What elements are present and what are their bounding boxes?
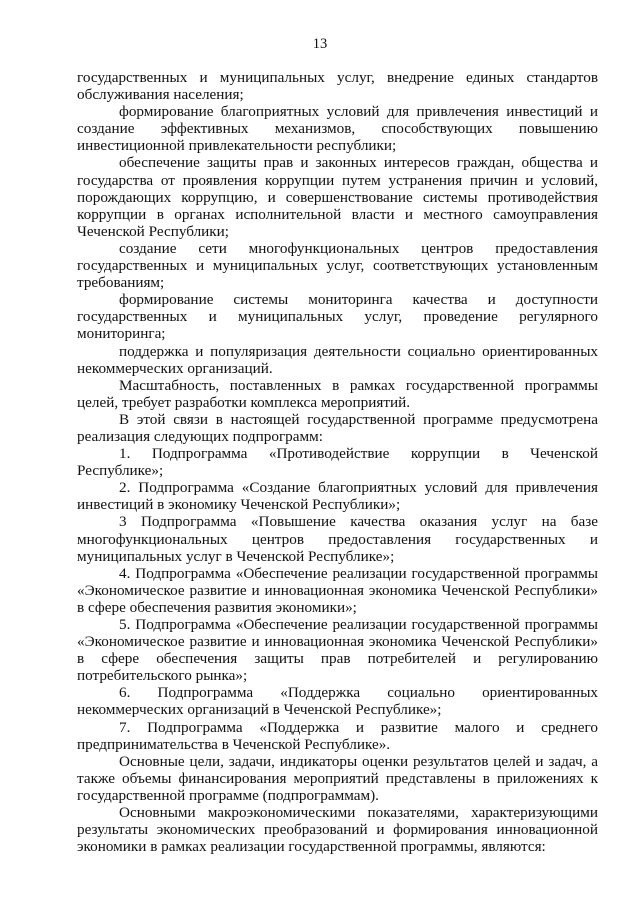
- paragraph-investment-conditions: формирование благоприятных условий для привлечения инвестиций и создание эффективных механизмов, способствующих повышению инвестиционной привлекательности республики;: [77, 103, 598, 155]
- paragraph-mfc-network: создание сети многофункциональных центров предоставления государственных и муниципальных услуг, соответствующих установленным требованиям;: [77, 239, 598, 292]
- list-item-subprogram-2: 2. Подпрограмма «Создание благоприятных условий для привлечения инвестиций в экономику Чеченской Республики»;: [77, 479, 598, 514]
- paragraph-macroeconomic-indicators: Основными макроэкономическими показателями, характеризующими результаты экономических преобразований и формирования инновационной экономики в рамках реализации государственной программы, являются:: [77, 804, 598, 856]
- list-item-subprogram-1: 1. Подпрограмма «Противодействие коррупции в Чеченской Республике»;: [77, 445, 598, 480]
- list-item-subprogram-7: 7. Подпрограмма «Поддержка и развитие малого и среднего предпринимательства в Чеченской Республике».: [77, 718, 598, 753]
- list-item-subprogram-4: 4. Подпрограмма «Обеспечение реализации государственной программы «Экономическое развитие и инновационная экономика Чеченской Республики» в сфере обеспечения развития экономики»;: [77, 564, 598, 616]
- paragraph-nko-support: поддержка и популяризация деятельности социально ориентированных некоммерческих организаций.: [77, 342, 598, 377]
- paragraph-monitoring-system: формирование системы мониторинга качества и доступности государственных и муниципальных услуг, проведение регулярного мониторинга;: [77, 291, 598, 343]
- list-item-subprogram-3: 3 Подпрограмма «Повышение качества оказания услуг на базе многофункциональных центров предоставления государственных и муниципальных услуг в Чеченской Республике»;: [77, 513, 598, 565]
- paragraph-scale-of-goals: Масштабность, поставленных в рамках государственной программы целей, требует разработки комплекса мероприятий.: [77, 376, 598, 411]
- paragraph-anti-corruption-protection: обеспечение защиты прав и законных интересов граждан, общества и государства от проявления коррупции путем устранения причин и условий, порождающих коррупцию, и совершенствование системы противодействия коррупции в органах исполнительной власти и местного самоуправления Чеченской Республики;: [77, 154, 598, 240]
- paragraph-services-standards: государственных и муниципальных услуг, внедрение единых стандартов обслуживания населения;: [77, 69, 598, 104]
- document-body: [77, 69, 598, 855]
- paragraph-goals-and-financing: Основные цели, задачи, индикаторы оценки результатов целей и задач, а также объемы финансирования мероприятий представлены в приложениях к государственной программе (подпрограммам).: [77, 752, 598, 804]
- list-item-subprogram-6: 6. Подпрограмма «Поддержка социально ориентированных некоммерческих организаций в Чеченской Республике»;: [77, 684, 598, 719]
- paragraph-subprograms-intro: В этой связи в настоящей государственной программе предусмотрена реализация следующих подпрограмм:: [77, 410, 598, 445]
- page-number: 13: [312, 36, 328, 52]
- list-item-subprogram-5: 5. Подпрограмма «Обеспечение реализации государственной программы «Экономическое развитие и инновационная экономика Чеченской Республики» в сфере обеспечения защиты прав потребителей и регулированию потребительского рынка»;: [77, 616, 598, 685]
